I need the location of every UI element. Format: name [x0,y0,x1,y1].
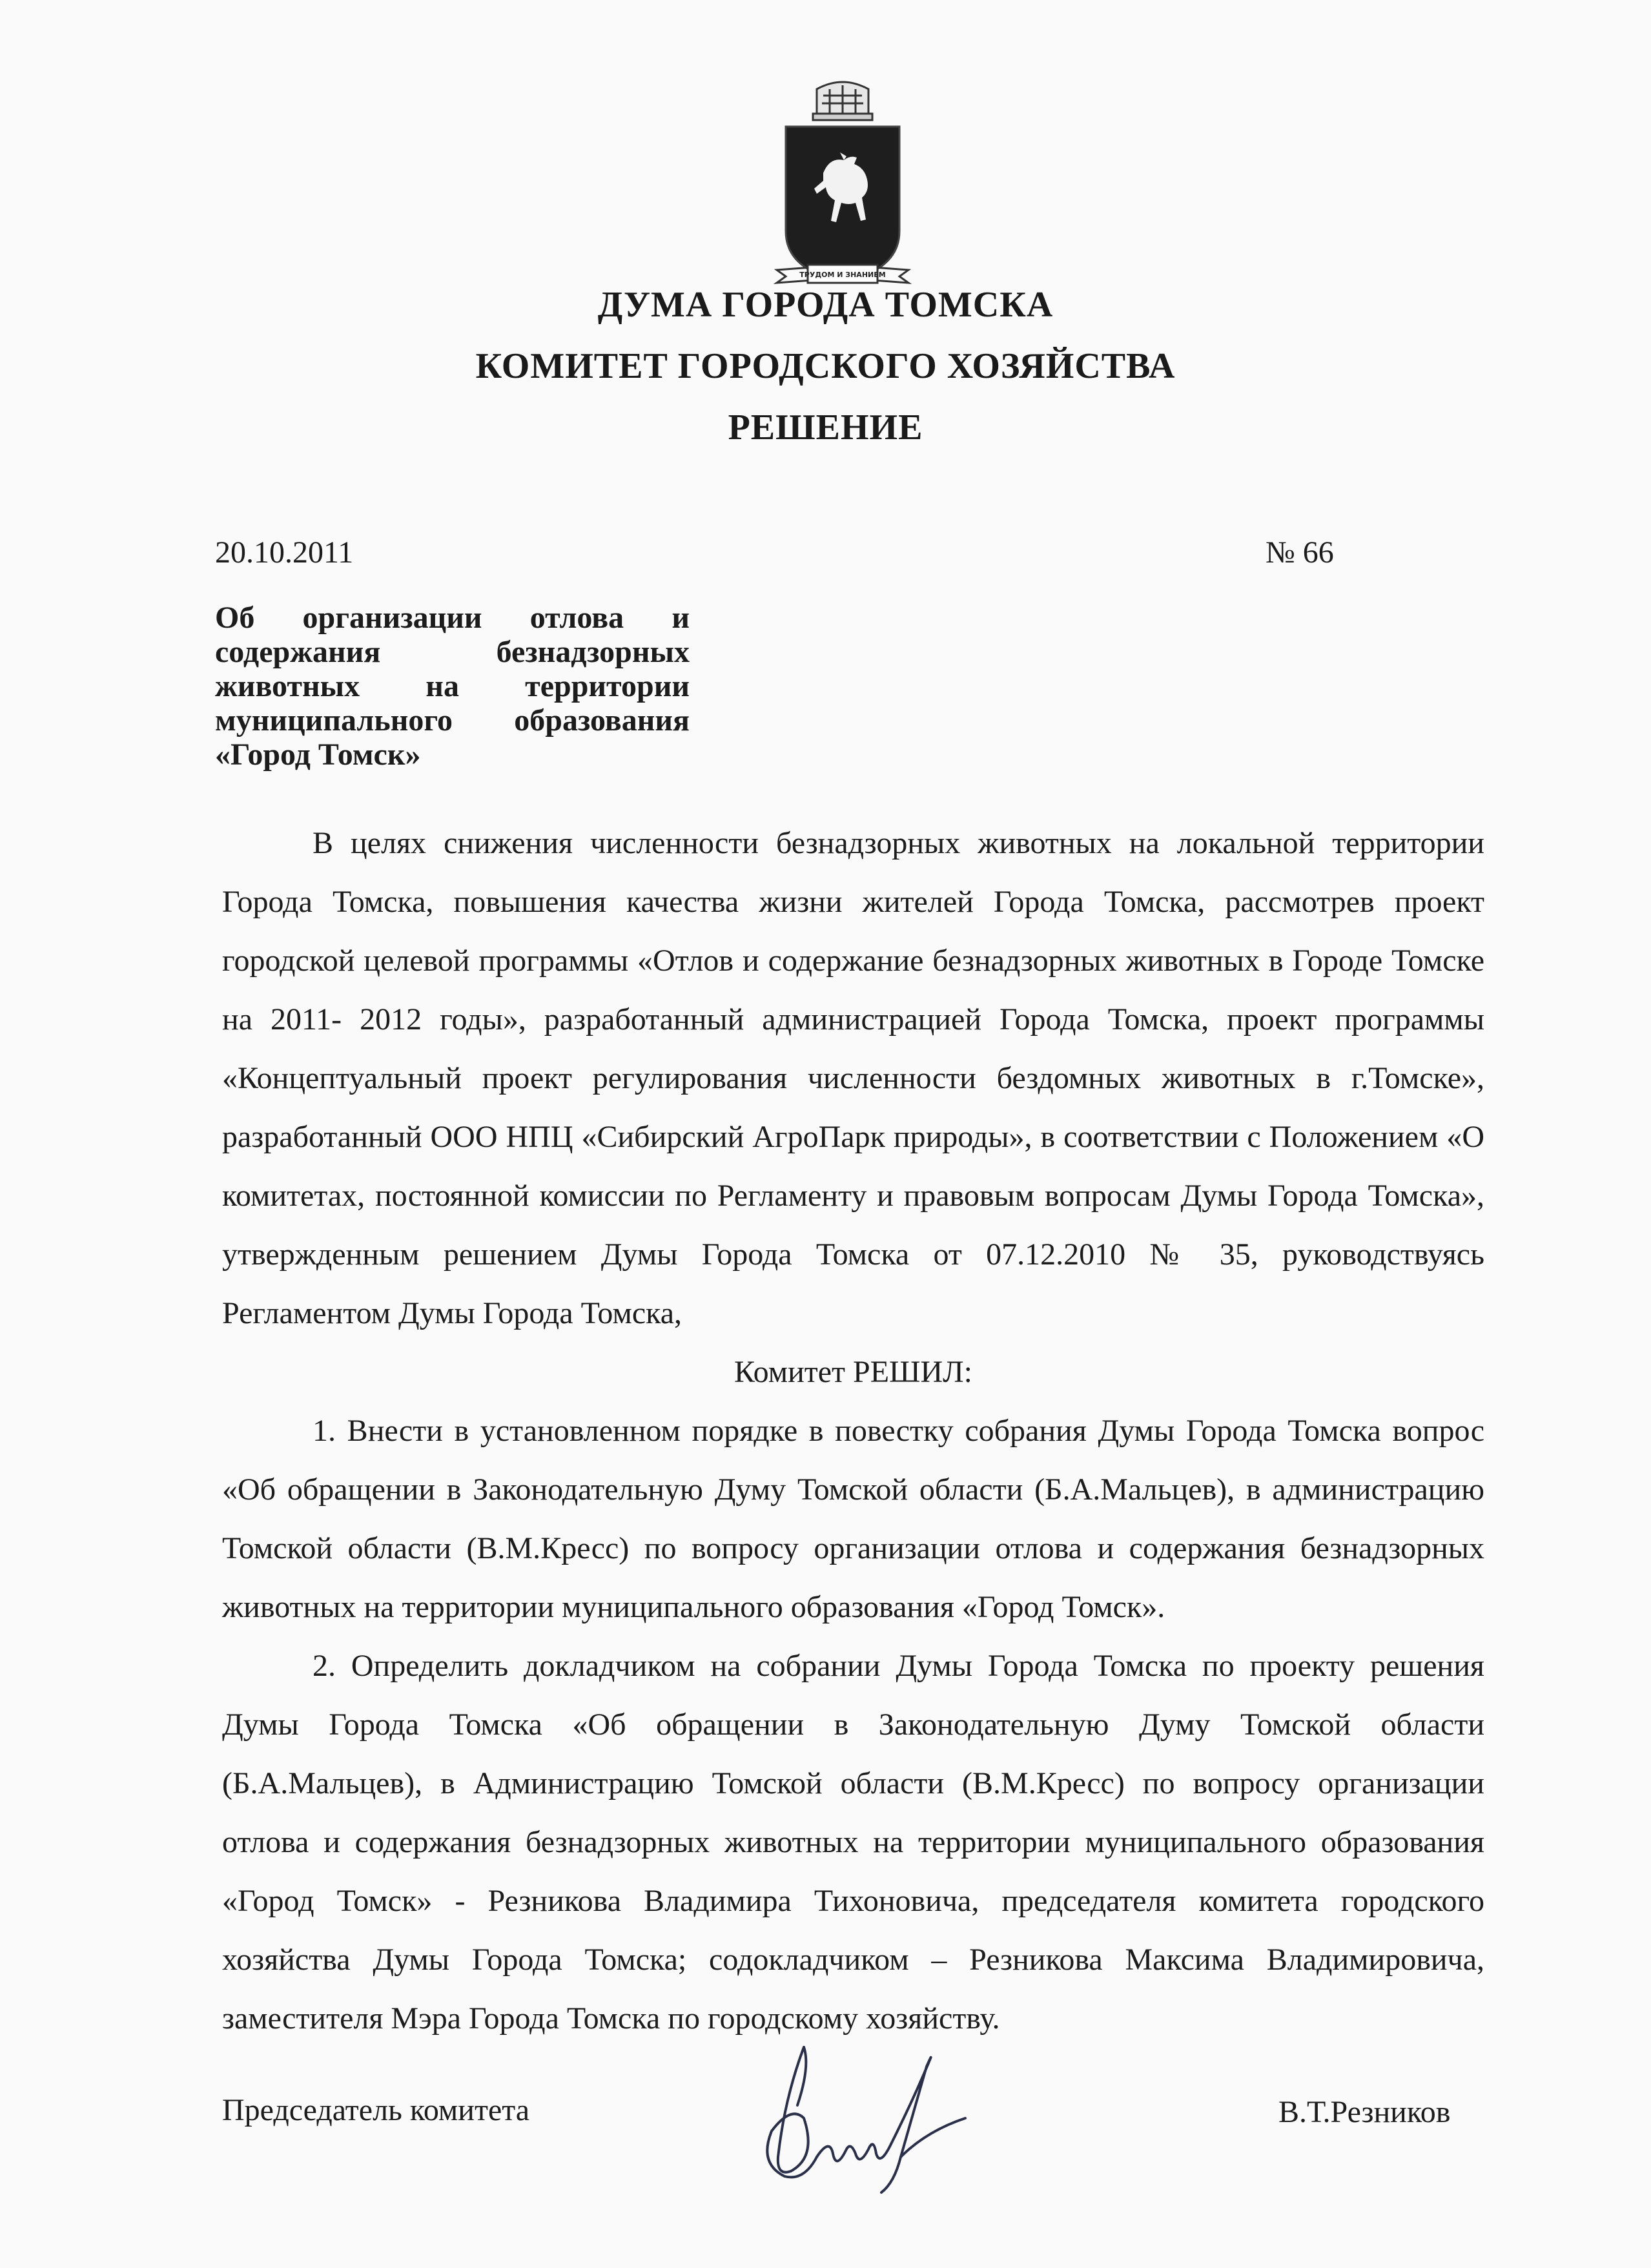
subject-line: содержания безнадзорных [215,635,690,669]
signatory-name: В.Т.Резников [1278,2095,1451,2129]
subject-line: «Город Томск» [215,737,421,772]
tomsk-coat-of-arms-icon [772,76,914,289]
emblem-motto: ТРУДОМ И ЗНАНИЕМ [799,271,886,279]
subject-line: Об организации отлова и [215,601,690,635]
signatory-position: Председатель комитета [222,2093,530,2127]
handwritten-signature-icon [707,2028,978,2202]
resolution-item-2: 2. Определить докладчиком на собрании Думы Города Томска по проекту решения Думы Города Томска «Об обращении в Законодательную Думу Томской области (Б.А.Мальцев), в Администрацию Томской области (В.М.Кресс) по вопросу организации отлова и содержания безнадзорных животных на территории муниципального образования «Город Томск» - Резникова Владимира Тихоновича, председателя комитета городского хозяйства Думы Города Томска; содокладчиком – Резникова Максима Владимировича, заместителя Мэра Города Томска по городскому хозяйству. [222,1649,1484,2036]
committee-title: КОМИТЕТ ГОРОДСКОГО ХОЗЯЙСТВА [475,346,1176,386]
document-number: № 66 [1266,535,1334,570]
document-type: РЕШЕНИЕ [728,407,923,448]
resolved-heading: Комитет РЕШИЛ: [733,1355,973,1389]
subject-line: муниципального образования [215,703,690,737]
document-subject [215,601,690,772]
subject-line: животных на территории [215,669,690,703]
resolution-item-1: 1. Внести в установленном порядке в повестку собрания Думы Города Томска вопрос «Об обращении в Законодательную Думу Томской области (Б.А.Мальцев), в администрацию Томской области (В.М.Кресс) по вопросу организации отлова и содержания безнадзорных животных на территории муниципального образования «Город Томск». [222,1414,1484,1624]
org-title: ДУМА ГОРОДА ТОМСКА [597,285,1054,325]
preamble-paragraph: В целях снижения численности безнадзорных животных на локальной территории Города Томска, повышения качества жизни жителей Города Томска, рассмотрев проект городской целевой программы «Отлов и содержание безнадзорных животных в Городе Томске на 2011- 2012 годы», разработанный администрацией Города Томска, проект программы «Концептуальный проект регулирования численности бездомных животных в г.Томске», разработанный ООО НПЦ «Сибирский АгроПарк природы», в соответствии с Положением «О комитетах, постоянной комиссии по Регламенту и правовым вопросам Думы Города Томска», утвержденным решением Думы Города Томска от 07.12.2010 № 35, руководствуясь Регламентом Думы Города Томска, [222,826,1484,1330]
document-body [222,814,1484,2048]
document-date: 20.10.2011 [215,535,354,570]
